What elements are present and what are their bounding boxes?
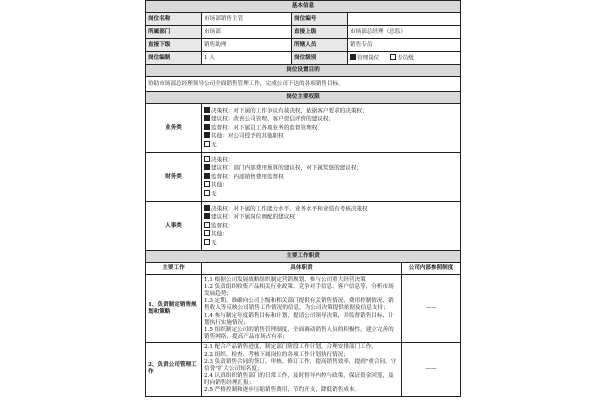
direct-subordinate-label: 直接下级: [146, 39, 202, 52]
checkbox-icon: [204, 239, 210, 245]
finance-category-label: 财务类: [146, 153, 202, 202]
duty-line: 1.5 组织制定公司的销售管理制度，全面调动销售人员的积极性，建立完善的销售网络，提高产品市场占有率；: [204, 326, 394, 340]
duty-details-2: [202, 343, 402, 397]
checkbox-icon: [204, 132, 210, 138]
duty-line: 1.1 根据公司发展战略组织制定营销规划，参与公司重大经营决策: [204, 276, 366, 283]
job-description-table: [145, 0, 461, 263]
authority-line: 无: [204, 190, 458, 198]
authority-line: 监督权：内部销售费用监督权: [204, 173, 458, 181]
duty-line: 2.5 严格控制和逐步压缩销售费用，节约开支，降低销售成本。: [204, 387, 361, 394]
authority-line: 其他：对公司授予的其他职权: [204, 132, 458, 140]
purpose-header: 岗位设置目的: [146, 65, 461, 77]
authority-line: 无: [204, 141, 458, 149]
checkbox-icon: [204, 190, 210, 196]
checkbox-icon: [204, 115, 210, 121]
position-code-label: 岗位编号: [292, 13, 348, 26]
business-authority-list: [202, 104, 461, 153]
authority-header: 岗位主要权限: [146, 92, 461, 104]
authority-line: 决策权：: [204, 156, 458, 164]
position-code-value: [348, 13, 461, 26]
authority-line: 决策权：对下属的工作争议有裁决权，依据客户要求的决策权；: [204, 107, 458, 115]
checkbox-icon: [204, 222, 210, 228]
position-name-value: 市场部销售主管: [202, 13, 292, 26]
duty-reference-2: ——: [402, 343, 461, 397]
direct-subordinate-value: 销售助理: [202, 39, 292, 52]
hr-category-label: 人事类: [146, 202, 202, 251]
duty-line: 1.2 负责组织收集产品相关行业政策、竞争对手信息、客户信息等，分析市场发展趋势；: [204, 283, 394, 297]
checkbox-icon: [204, 124, 210, 130]
checkbox-icon: [204, 205, 210, 211]
management-checkbox[interactable]: [350, 54, 356, 60]
checkbox-icon: [204, 173, 210, 179]
duty-line: 2.2 组织、检查、考核下属岗位的各项工作计划执行情况；: [204, 351, 349, 358]
authority-line: 监督权：: [204, 222, 458, 230]
purpose-text: 协助市场部总经理领导公司全面销售管理工作，完成公司下达的各项销售目标。: [146, 77, 461, 92]
authority-line: 无: [204, 239, 458, 247]
specialist-checkbox[interactable]: [390, 54, 396, 60]
business-category-label: 业务类: [146, 104, 202, 153]
duty-line: 2.1 配合产品销售进度，制定部门阶段工作计划，合理安排部门工作。: [204, 344, 377, 351]
checkbox-icon: [204, 164, 210, 170]
authority-line: 建议权：部门内部费用预算的建议权，对下属奖惩的建议权；: [204, 164, 458, 172]
duties-col-main-work: 主要工作: [146, 263, 202, 275]
authority-line: 监督权：对下属员工各项业务的监督管理权: [204, 124, 458, 132]
duty-reference-1: ——: [402, 275, 461, 343]
duties-col-reference: 公司内部参照制度: [402, 263, 461, 275]
duty-line: 1.4 参与制定年度销售目标和计划，提请公司领导决策，并监督销售目标、计划执行实施情况；: [204, 312, 394, 326]
headcount-value: 1 人: [202, 52, 292, 65]
duty-work-2: 2、负责公司管理工作: [146, 343, 202, 397]
checkbox-icon: [204, 107, 210, 113]
checkbox-icon: [204, 156, 210, 162]
checkbox-icon: [204, 141, 210, 147]
position-name-label: 岗位名称: [146, 13, 202, 26]
management-option-label: 管理岗位: [357, 55, 380, 62]
duties-col-specific: 具体职责: [202, 263, 402, 275]
department-label: 所属部门: [146, 26, 202, 39]
authority-line: 其他：: [204, 181, 458, 189]
headcount-label: 岗位编制: [146, 52, 202, 65]
staff-under-value: 销售专员: [348, 39, 461, 52]
basic-info-header: 基本信息: [146, 1, 461, 13]
authority-line: 其他：: [204, 230, 458, 238]
authority-line: 建议权：对下属岗位调配的建议权: [204, 213, 458, 221]
checkbox-icon: [204, 230, 210, 236]
direct-superior-value: 市场部总经理（总监）: [348, 26, 461, 39]
department-value: 市场部: [202, 26, 292, 39]
hr-authority-list: [202, 202, 461, 251]
duty-details-1: [202, 275, 402, 343]
position-level-label: 岗位级别: [292, 52, 348, 65]
job-description-document: [145, 0, 460, 400]
specialist-option-label: 专员级: [397, 55, 414, 62]
finance-authority-list: [202, 153, 461, 202]
duties-header: 主要工作职责: [146, 251, 461, 263]
staff-under-label: 所辖人员: [292, 39, 348, 52]
duty-line: 2.4 认真组织销售部门的日常工作，及时督导内控与政策，保证资金回笼，及时向销售经理汇报；: [204, 373, 394, 387]
authority-line: 决策权：对下属的工作能力水平、业务水平和业绩有考核决策权: [204, 205, 458, 213]
checkbox-icon: [204, 181, 210, 187]
duty-line: 1.3 定期、准确向公司上级和相关部门提供有关销售情况、费用控制情况、销售收入等反映公司销售工作情况的信息，为公司决策提供依据及信息支持；: [204, 298, 394, 312]
authority-line: 建议权：改善公司管理、客户资信评价的建议权；: [204, 115, 458, 123]
checkbox-icon: [204, 213, 210, 219]
duty-line: 2.3 负责销售合同的签订、审核、修订工作，提高销售效率，提到"重合同、守信誉"扩大公司知名度；: [204, 358, 397, 372]
duties-table: [145, 262, 461, 396]
position-level-options: [348, 52, 461, 65]
duty-work-1: 1、负责制定销售规划和策略: [146, 275, 202, 343]
direct-superior-label: 直接上级: [292, 26, 348, 39]
